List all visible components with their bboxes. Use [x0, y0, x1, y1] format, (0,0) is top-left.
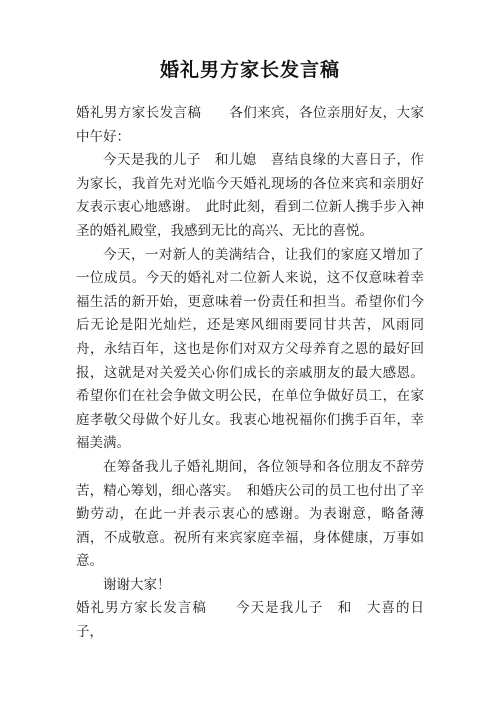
paragraph-6: 婚礼男方家长发言稿 今天是我儿子 和 大喜的日子，	[76, 600, 424, 641]
document-title: 婚礼男方家长发言稿	[159, 59, 340, 81]
paragraph-1: 婚礼男方家长发言稿 各们来宾，各位亲朋好友，大家中午好：	[76, 105, 424, 145]
paragraph-4: 在筹备我儿子婚礼期间，各位领导和各位朋友不辞劳苦，精心筹划，细心落实。 和婚庆公司的员工也付出了辛勤劳动，在此一并表示衷心的感谢。为表谢意，略备薄酒，不成敬意。祝所有来宾家庭幸福，身体健康，万事如意。	[76, 458, 424, 570]
paragraph-2: 今天是我的儿子 和儿媳 喜结良缘的大喜日子，作为家长，我首先对光临今天婚礼现场的各位来宾和亲朋好友表示衷心地感谢。 此时此刻，看到二位新人携手步入神圣的婚礼殿堂，我感到无比的高兴、无比的喜悦。	[76, 152, 424, 239]
paragraph-3: 今天，一对新人的美满结合，让我们的家庭又增加了一位成员。今天的婚礼对二位新人来说，这不仅意味着幸福生活的新开始，更意味着一份责任和担当。希望你们今后无论是阳光灿烂，还是寒风细雨要同甘共苦，风雨同舟，永结百年，这也是你们对双方父母养育之恩的最好回报，这就是对关爱关心你们成长的亲戚朋友的最大感恩。希望你们在社会争做文明公民，在单位争做好员工，在家庭孝敬父母做个好儿女。我衷心地祝福你们携手百年，幸福美满。	[76, 246, 424, 452]
paragraph-5: 谢谢大家！	[103, 576, 171, 593]
